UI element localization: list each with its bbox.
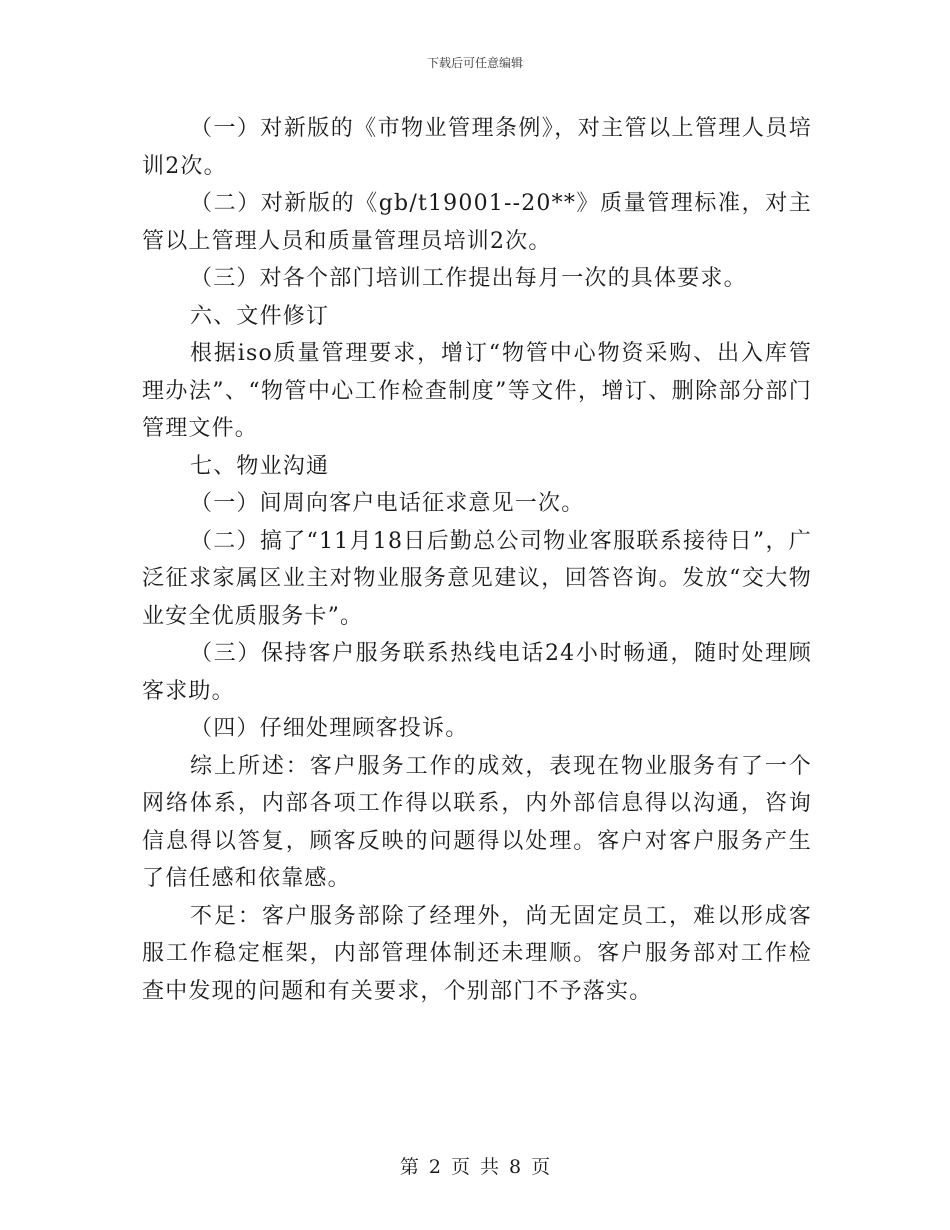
page-number: 第 2 页 共 8 页	[399, 1156, 551, 1178]
paragraph-communication-1: （一）间周向客户电话征求意见一次。	[190, 491, 585, 516]
paragraph-training-3: （三）对各个部门培训工作提出每月一次的具体要求。	[190, 266, 747, 291]
paragraph-summary: 综上所述：客户服务工作的成效，表现在物业服务有了一个网络体系，内部各项工作得以联系，内外部信息得以沟通，咨询信息得以答复，顾客反映的问题得以处理。客户对客户服务产生了信任感和依靠感。	[142, 753, 812, 891]
page-header: 下载后可任意编辑	[426, 56, 523, 70]
section-heading-file-revision: 六、文件修订	[190, 303, 330, 329]
section-heading-communication: 七、物业沟通	[190, 453, 330, 479]
paragraph-training-2: （二）对新版的《gb/t19001--20**》质量管理标准，对主管以上管理人员和质量管理员培训2次。	[142, 191, 812, 254]
paragraph-communication-3: （三）保持客户服务联系热线电话24小时畅通，随时处理顾客求助。	[142, 641, 812, 704]
paragraph-file-revision: 根据iso质量管理要求，增订“物管中心物资采购、出入库管理办法”、“物管中心工作检查制度”等文件，增订、删除部分部门管理文件。	[142, 341, 812, 441]
paragraph-training-1: （一）对新版的《市物业管理条例》，对主管以上管理人员培训2次。	[142, 116, 812, 179]
paragraph-communication-2: （二）搞了“11月18日后勤总公司物业客服联系接待日”，广泛征求家属区业主对物业服务意见建议，回答咨询。发放“交大物业安全优质服务卡”。	[142, 528, 812, 629]
paragraph-communication-4: （四）仔细处理顾客投诉。	[190, 716, 469, 741]
paragraph-shortcomings: 不足：客户服务部除了经理外，尚无固定员工，难以形成客服工作稳定框架，内部管理体制还未理顺。客户服务部对工作检查中发现的问题和有关要求，个别部门不予落实。	[142, 903, 812, 1004]
document-body	[142, 110, 812, 1010]
